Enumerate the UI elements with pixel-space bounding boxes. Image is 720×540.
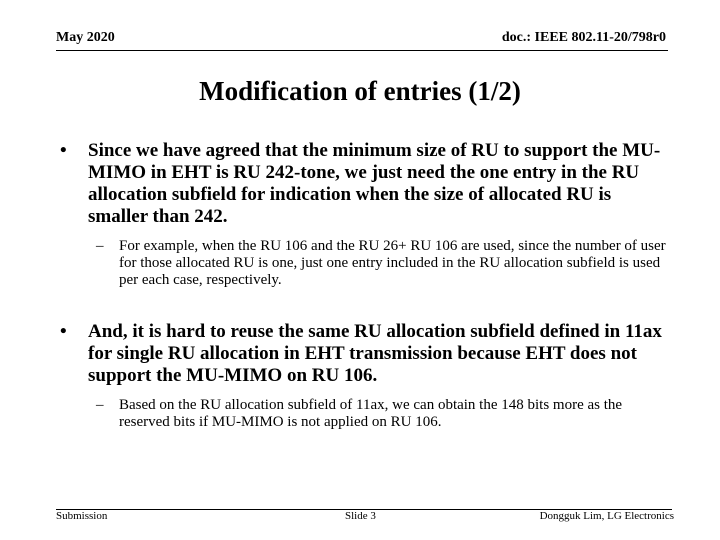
bullet-item bbox=[56, 321, 670, 387]
footer-slide-number: Slide 3 bbox=[345, 510, 376, 522]
bullet-text: And, it is hard to reuse the same RU allocation subfield defined in 11ax for single RU allocation in EHT transmission because EHT does not support the MU-MIMO on RU 106. bbox=[88, 321, 662, 386]
sub-bullet-text: Based on the RU allocation subfield of 11ax, we can obtain the 148 bits more as the reserved bits if MU-MIMO is not applied on RU 106. bbox=[119, 397, 623, 430]
slide-title: Modification of entries (1/2) bbox=[199, 76, 521, 106]
header-date: May 2020 bbox=[56, 30, 115, 45]
bullet-marker: • bbox=[60, 140, 67, 161]
bullet-item bbox=[56, 140, 670, 228]
sub-bullet-item bbox=[56, 397, 670, 431]
sub-bullet-text: For example, when the RU 106 and the RU 26+ RU 106 are used, since the number of user for those allocated RU is one, just one entry included in the RU allocation subfield is used per each case, respectively. bbox=[119, 238, 666, 288]
sub-bullet-item bbox=[56, 238, 670, 289]
sub-bullet-marker: – bbox=[96, 238, 104, 254]
bullet-list bbox=[56, 140, 670, 431]
header-divider bbox=[56, 50, 668, 51]
sub-bullet-marker: – bbox=[96, 397, 104, 413]
footer-author: Dongguk Lim, LG Electronics bbox=[539, 510, 674, 522]
bullet-text: Since we have agreed that the minimum size of RU to support the MU-MIMO in EHT is RU 242-tone, we just need the one entry in the RU allocation subfield for indication when the size of allocated RU is smaller than 242. bbox=[88, 140, 661, 227]
footer-submission: Submission bbox=[56, 510, 108, 522]
bullet-marker: • bbox=[60, 321, 67, 342]
header-doc-id: doc.: IEEE 802.11-20/798r0 bbox=[501, 30, 666, 45]
